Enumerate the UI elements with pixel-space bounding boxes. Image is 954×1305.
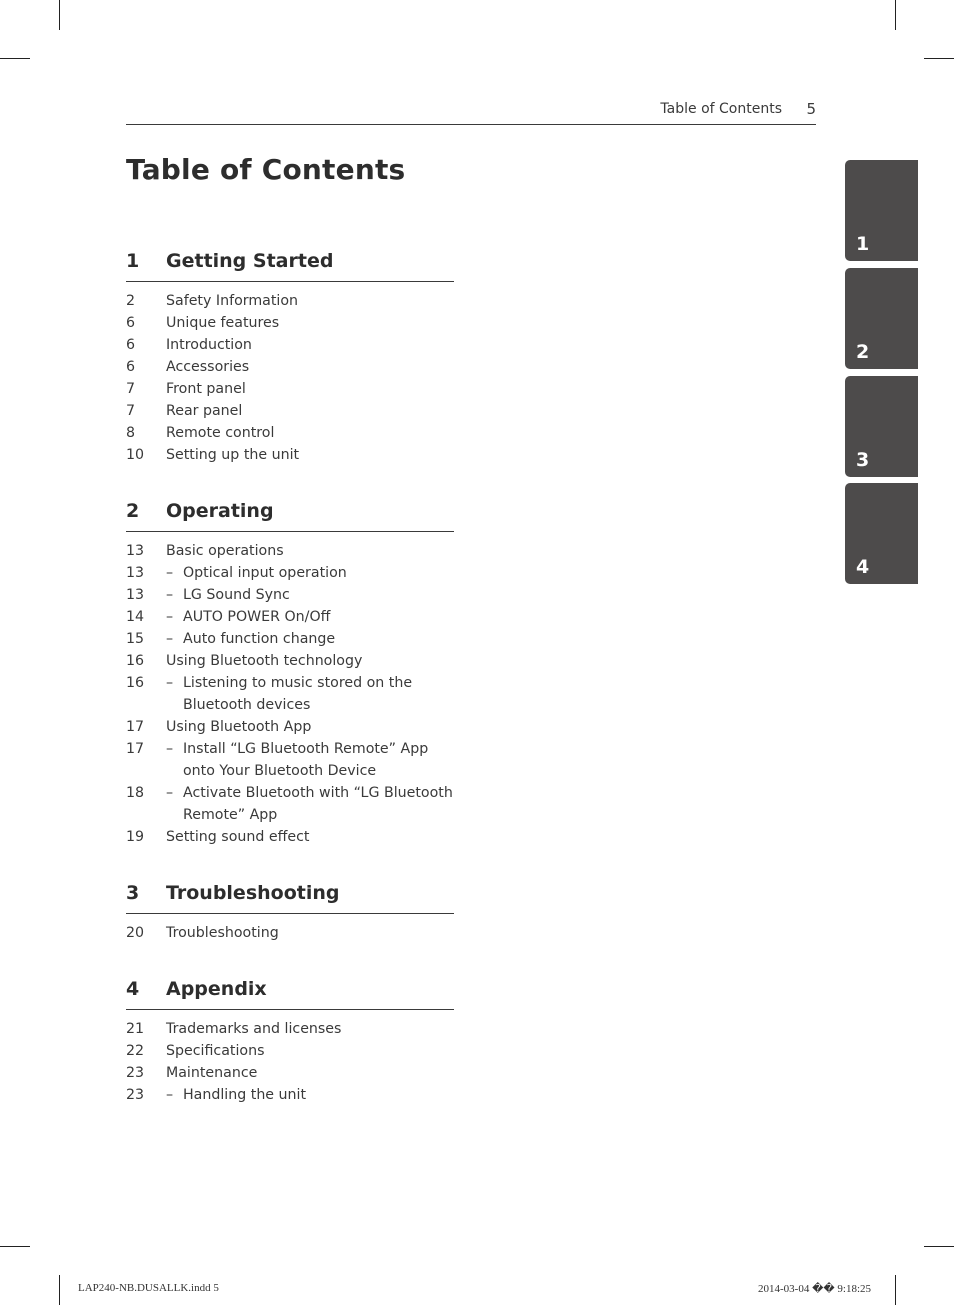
toc-entry-text: Setting up the unit [166,447,300,463]
toc-entry-dash: – [166,675,174,691]
toc-entry-text: Optical input operation [183,565,347,581]
toc-entry-page: 7 [126,381,136,397]
toc-entry-page: 10 [126,447,145,463]
toc-entry-page: 15 [126,631,145,647]
toc-entry[interactable] [126,356,454,378]
toc-section-3 [126,882,454,944]
toc-entry-text: Unique features [166,315,280,331]
toc-entry-text: Handling the unit [183,1087,307,1103]
toc-entry[interactable] [126,922,454,944]
toc-entry[interactable] [126,444,454,466]
crop-mark [0,58,30,59]
toc-entry[interactable] [126,562,454,584]
toc-entry[interactable] [126,312,454,334]
crop-mark [59,0,60,30]
toc-entry[interactable] [126,826,454,848]
toc-entry-text: Trademarks and licenses [166,1021,342,1037]
toc-entry-page: 17 [126,719,145,735]
toc-entry-page: 6 [126,337,136,353]
toc-entry-page: 7 [126,403,136,419]
toc-section-4 [126,978,454,1106]
running-header [126,100,816,125]
toc-entry-text: LG Sound Sync [183,587,290,603]
toc-entry-text: Activate Bluetooth with “LG Bluetooth Remote” App [183,785,453,823]
toc-entry-dash: – [166,565,174,581]
toc-entry-page: 2 [126,293,136,309]
toc-entry-page: 6 [126,315,136,331]
toc-entry[interactable] [126,782,454,826]
chapter-tab-number: 4 [856,556,870,578]
toc-entry-text: AUTO POWER On/Off [183,609,331,625]
section-title: Operating [166,500,274,522]
toc-entry[interactable] [126,378,454,400]
toc-entry[interactable] [126,716,454,738]
chapter-tab-number: 3 [856,449,870,471]
toc-entry[interactable] [126,628,454,650]
toc-entry-text: Basic operations [166,543,284,559]
toc-entry-text: Rear panel [166,403,243,419]
toc-entry[interactable] [126,290,454,312]
toc-entry-page: 13 [126,565,145,581]
section-heading[interactable] [126,500,454,532]
section-number: 3 [126,882,140,904]
crop-mark [924,1246,954,1247]
toc-entry-text: Accessories [166,359,250,375]
toc-entry[interactable] [126,738,454,782]
toc-entry-page: 6 [126,359,136,375]
toc-entry-text: Front panel [166,381,246,397]
toc-entry-text: Troubleshooting [166,925,279,941]
toc-entry-dash: – [166,609,174,625]
toc-entry-page: 18 [126,785,145,801]
section-title: Appendix [166,978,267,1000]
toc-entry-text: Introduction [166,337,252,353]
crop-mark [895,1275,896,1305]
toc-entry[interactable] [126,540,454,562]
chapter-tab-number: 1 [856,233,870,255]
toc-entry[interactable] [126,1018,454,1040]
toc-entry[interactable] [126,334,454,356]
toc-entry[interactable] [126,672,454,716]
toc-entry-text: Listening to music stored on the Bluetooth devices [183,675,413,713]
toc-entry-page: 22 [126,1043,145,1059]
section-heading[interactable] [126,978,454,1010]
toc-entry[interactable] [126,606,454,628]
toc-entry-page: 13 [126,587,145,603]
print-slug-timestamp: 2014-03-04 �� 9:18:25 [758,1283,871,1295]
crop-mark [924,58,954,59]
toc-entry[interactable] [126,400,454,422]
toc-entry-text: Remote control [166,425,275,441]
section-number: 4 [126,978,140,1000]
running-header-title: Table of Contents [660,101,782,117]
toc-entry-page: 21 [126,1021,145,1037]
chapter-tab-number: 2 [856,341,870,363]
toc-entry-text: Install “LG Bluetooth Remote” App onto Your Bluetooth Device [183,741,429,779]
toc-entry[interactable] [126,584,454,606]
toc-entry-page: 16 [126,675,145,691]
toc-entry-dash: – [166,631,174,647]
section-number: 1 [126,250,140,272]
toc-entry-dash: – [166,741,174,757]
chapter-tab-3[interactable] [845,376,918,477]
crop-mark [895,0,896,30]
page-title: Table of Contents [126,153,406,186]
toc-entry-page: 20 [126,925,145,941]
toc-entry-text: Auto function change [183,631,336,647]
crop-mark [59,1275,60,1305]
crop-mark [0,1246,30,1247]
toc-entry[interactable] [126,1084,454,1106]
toc-entry-page: 13 [126,543,145,559]
running-header-page-number: 5 [806,100,816,118]
section-heading[interactable] [126,250,454,282]
toc-entry-text: Using Bluetooth App [166,719,312,735]
toc-entry[interactable] [126,1062,454,1084]
chapter-tab-1[interactable] [845,160,918,261]
toc-entry-page: 23 [126,1065,145,1081]
toc-section-1 [126,250,454,466]
toc-entry-page: 14 [126,609,145,625]
toc-entry-page: 16 [126,653,145,669]
table-of-contents [126,250,454,1140]
section-heading[interactable] [126,882,454,914]
toc-entry-text: Setting sound effect [166,829,310,845]
toc-entry-page: 8 [126,425,136,441]
section-title: Getting Started [166,250,334,272]
chapter-tab-4[interactable] [845,483,918,584]
toc-entry-text: Maintenance [166,1065,258,1081]
section-number: 2 [126,500,140,522]
toc-entry-dash: – [166,587,174,603]
toc-entry[interactable] [126,1040,454,1062]
print-slug-filename: LAP240-NB.DUSALLK.indd 5 [78,1282,219,1294]
toc-entry-dash: – [166,1087,174,1103]
toc-entry-text: Specifications [166,1043,265,1059]
toc-entry[interactable] [126,650,454,672]
toc-entry[interactable] [126,422,454,444]
toc-entry-page: 17 [126,741,145,757]
toc-entry-page: 19 [126,829,145,845]
toc-section-2 [126,500,454,848]
chapter-tab-2[interactable] [845,268,918,369]
toc-entry-text: Using Bluetooth technology [166,653,363,669]
toc-entry-text: Safety Information [166,293,299,309]
section-title: Troubleshooting [166,882,340,904]
toc-entry-dash: – [166,785,174,801]
toc-entry-page: 23 [126,1087,145,1103]
